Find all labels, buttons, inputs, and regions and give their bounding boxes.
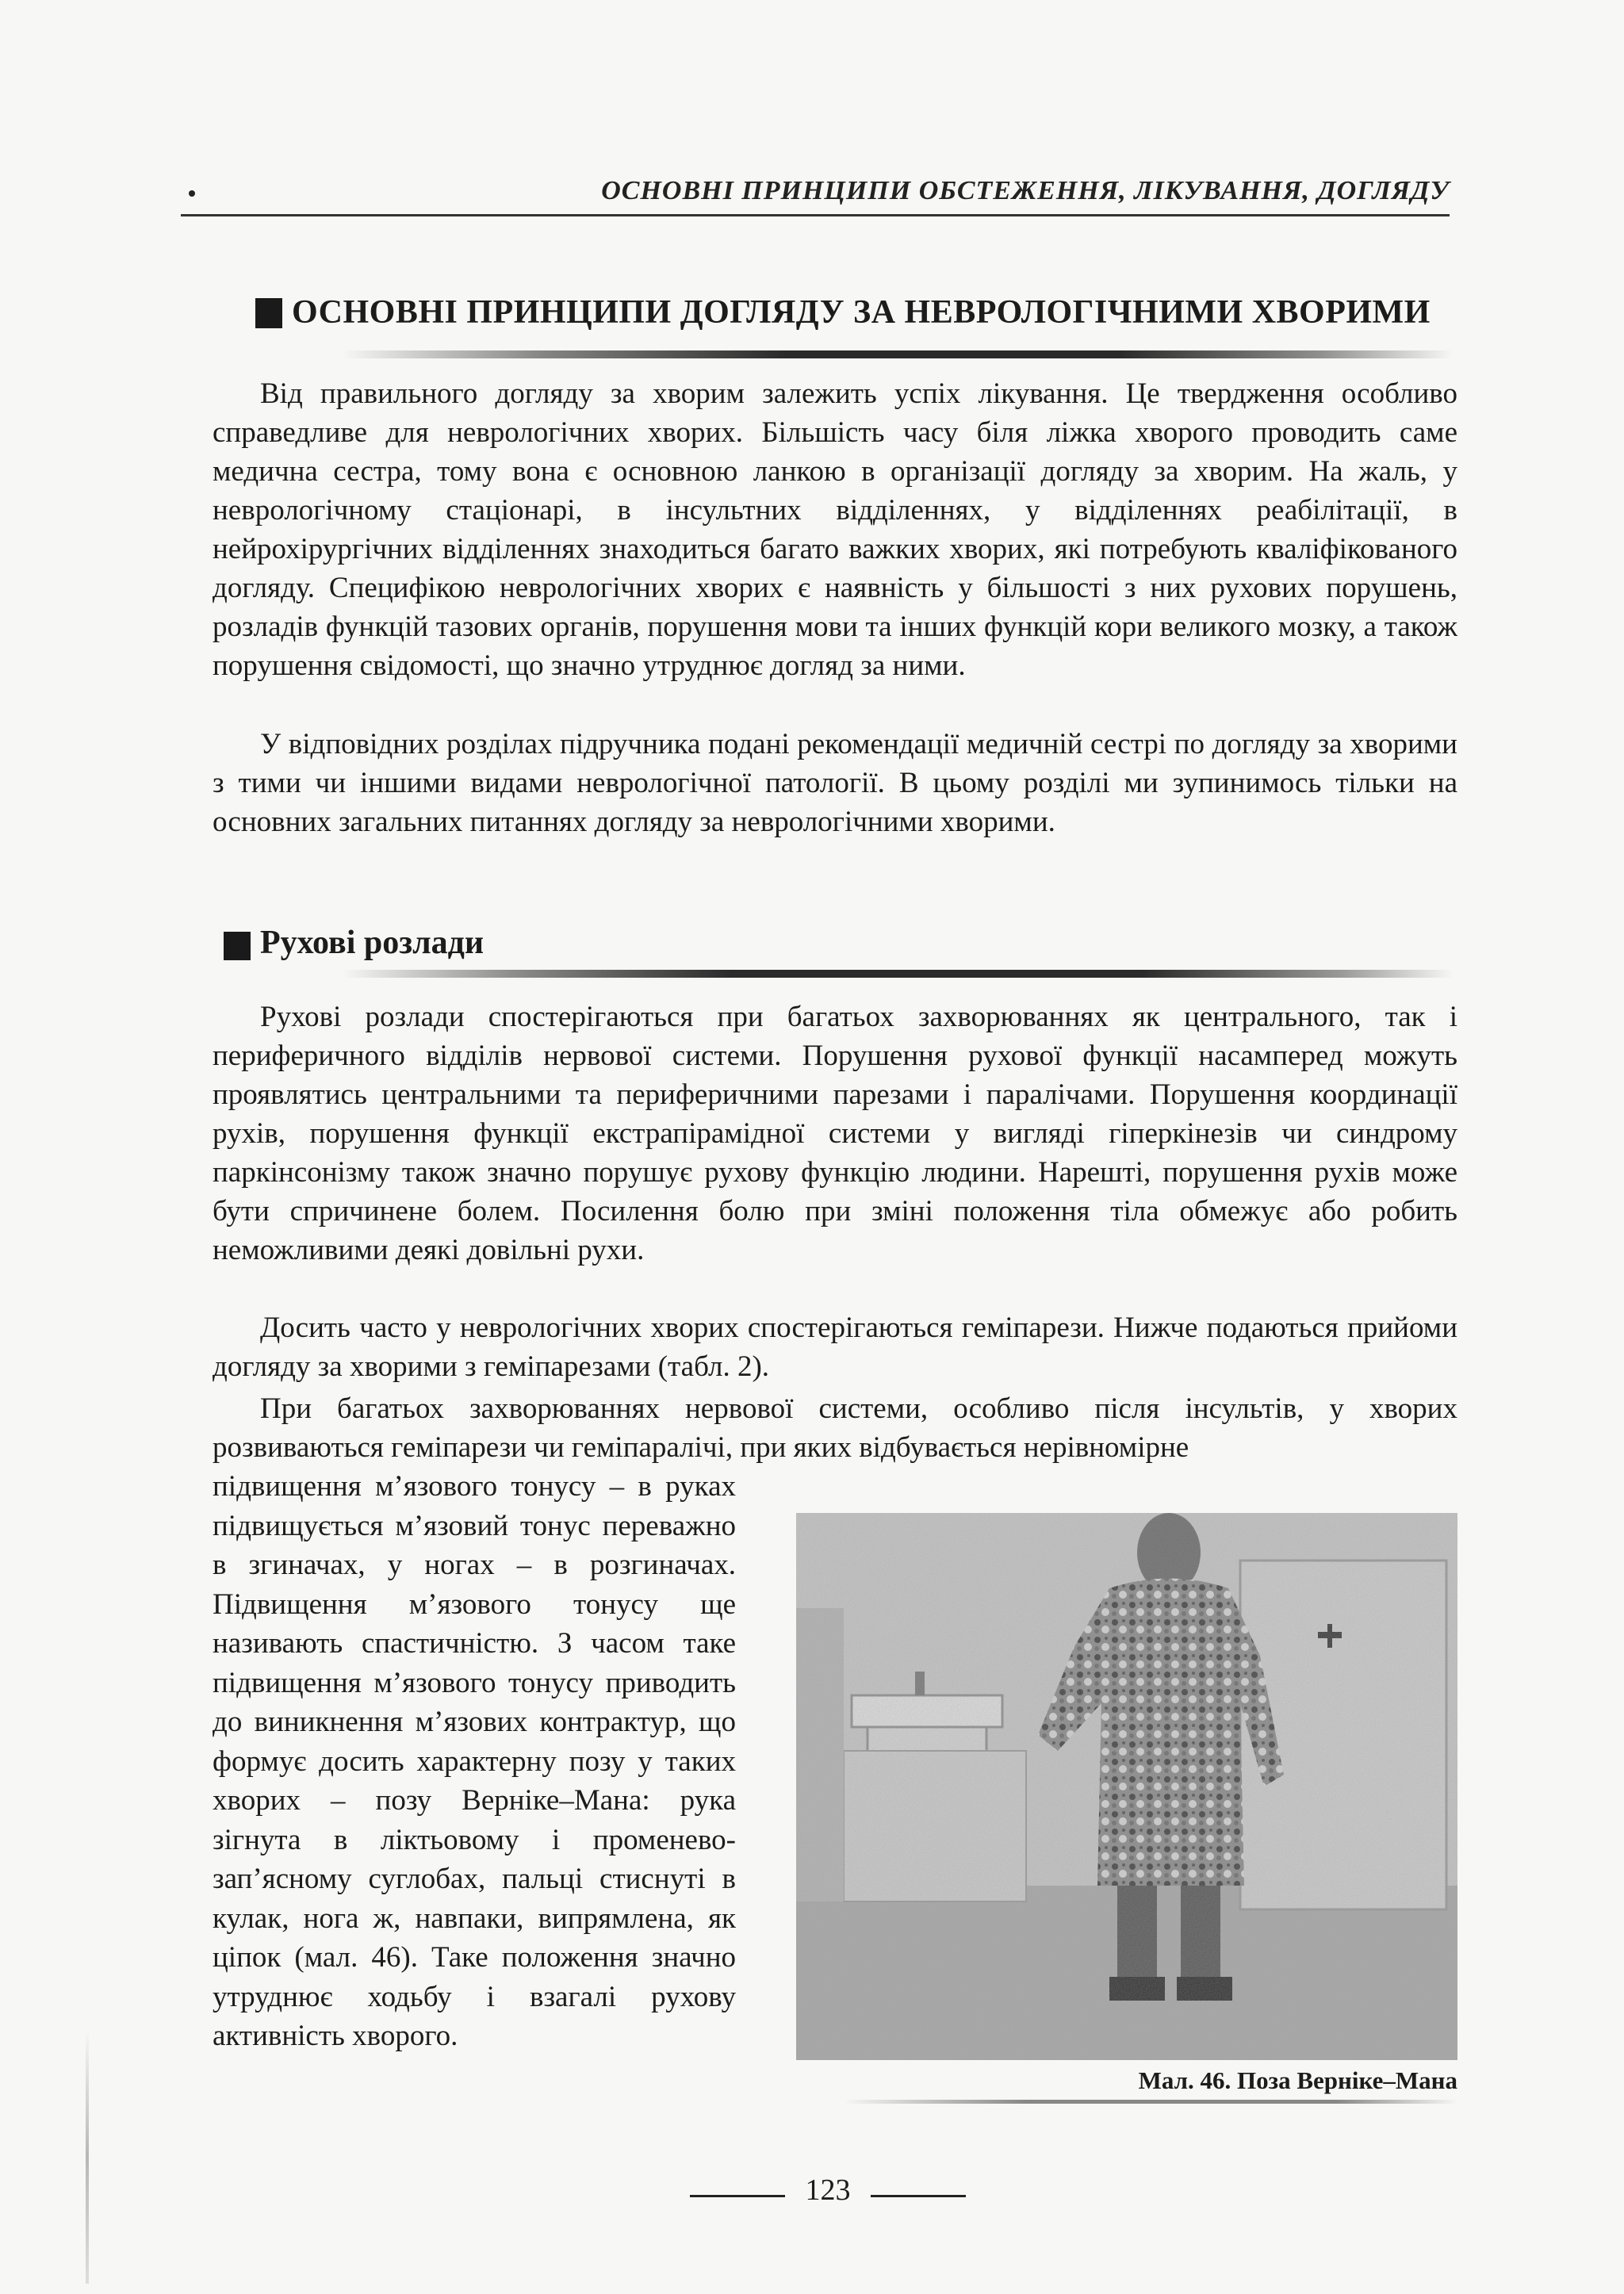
- caption-rule: [844, 2100, 1457, 2104]
- subsection-paragraph-3-continued: підвищення м’язового тонусу – в руках підвищується м’язовий тонус переважно в згиначах, у ногах – в розгиначах. Підвищення м’язового тонусу ще називають спастичністю. З часом таке підвищення м’язового тонусу приводить до виникнення м’язових контрактур, що формує досить характерну позу у таких хворих – позу Верніке–Мана: рука зігнута в ліктьовому і променево-зап’ясному суглобах, пальці стиснуті в кулак, нога ж, навпаки, випрямлена, як ціпок (мал. 46). Таке положення значно утруднює ходьбу і взагалі рухову активність хворого.: [213, 1470, 736, 2052]
- subsection-paragraph-1: Рухові розлади спостерігаються при багатьох захворюваннях як центрального, так і периферичного відділів нервової системи. Порушення рухової функції насамперед можуть проявлятись центральними та периферичними парезами і паралічами. Порушення координації рухів, порушення функції екстрапірамідної системи у вигляді гіперкінезів чи синдрому паркінсонізму також значно порушує рухову функцію людини. Нарешті, порушення рухів може бути спричинене болем. Посилення болю при зміні положення тіла обмежує або робить неможливими деякі довільні рухи.: [213, 1001, 1457, 1266]
- binding-shadow: [86, 2030, 89, 2284]
- subheading-square-icon: [224, 932, 251, 960]
- bullet-dot: [189, 190, 195, 197]
- page-footer: [0, 2173, 1624, 2220]
- subsection-heading: [224, 924, 1453, 979]
- figure-caption: Мал. 46. Поза Верніке–Мана: [1138, 2066, 1457, 2094]
- footer-dash-left: [690, 2195, 785, 2197]
- subheading-underline-band: [343, 970, 1453, 978]
- subsection-title: Рухові розлади: [260, 925, 485, 961]
- footer-dash-right: [871, 2195, 966, 2197]
- running-header: [181, 176, 1450, 216]
- page-number: 123: [805, 2173, 851, 2207]
- heading-underline-band: [343, 350, 1453, 358]
- patient-photo: [796, 1513, 1457, 2060]
- heading-square-icon: [255, 298, 282, 328]
- section-paragraph-1: Від правильного догляду за хворим залежить успіх лікування. Це твердження особливо справедливе для неврологічних хворих. Більшість часу біля ліжка хворого проводить саме медична сестра, тому вона є основною ланкою в організації догляду за хворим. На жаль, у неврологічному стаціонарі, в інсультних відділеннях, у відділеннях реабілітації, в нейрохірургічних відділеннях знаходиться багато важких хворих, які потребують кваліфікованого догляду. Специфікою неврологічних хворих є наявність у більшості з них рухових порушень, розладів функцій тазових органів, порушення мови та інших функцій кори великого мозку, а також порушення свідомості, що значно утруднює догляд за ними.: [213, 377, 1457, 682]
- header-rule: [181, 214, 1450, 216]
- running-header-text: ОСНОВНІ ПРИНЦИПИ ОБСТЕЖЕННЯ, ЛІКУВАННЯ, ДОГЛЯДУ: [601, 176, 1450, 205]
- section-heading: [255, 293, 1453, 373]
- section-title: ОСНОВНІ ПРИНЦИПИ ДОГЛЯДУ ЗА НЕВРОЛОГІЧНИМИ ХВОРИМИ: [292, 294, 1431, 331]
- section-paragraph-2: У відповідних розділах підручника подані рекомендації медичній сестрі по догляду за хворими з тими чи іншими видами неврологічної патології. В цьому розділі ми зупинимось тільки на основних загальних питаннях догляду за неврологічними хворими.: [213, 728, 1457, 838]
- figure-46: [796, 1513, 1457, 2100]
- subsection-paragraph-2: Досить часто у неврологічних хворих спостерігаються геміпарези. Нижче подаються прийоми догляду за хворими з геміпарезами (табл. 2).: [213, 1312, 1457, 1383]
- subsection-paragraph-3: При багатьох захворюваннях нервової системи, особливо після інсультів, у хворих розвиваються геміпарези чи геміпаралічі, при яких відбувається нерівномірне: [213, 1392, 1457, 1464]
